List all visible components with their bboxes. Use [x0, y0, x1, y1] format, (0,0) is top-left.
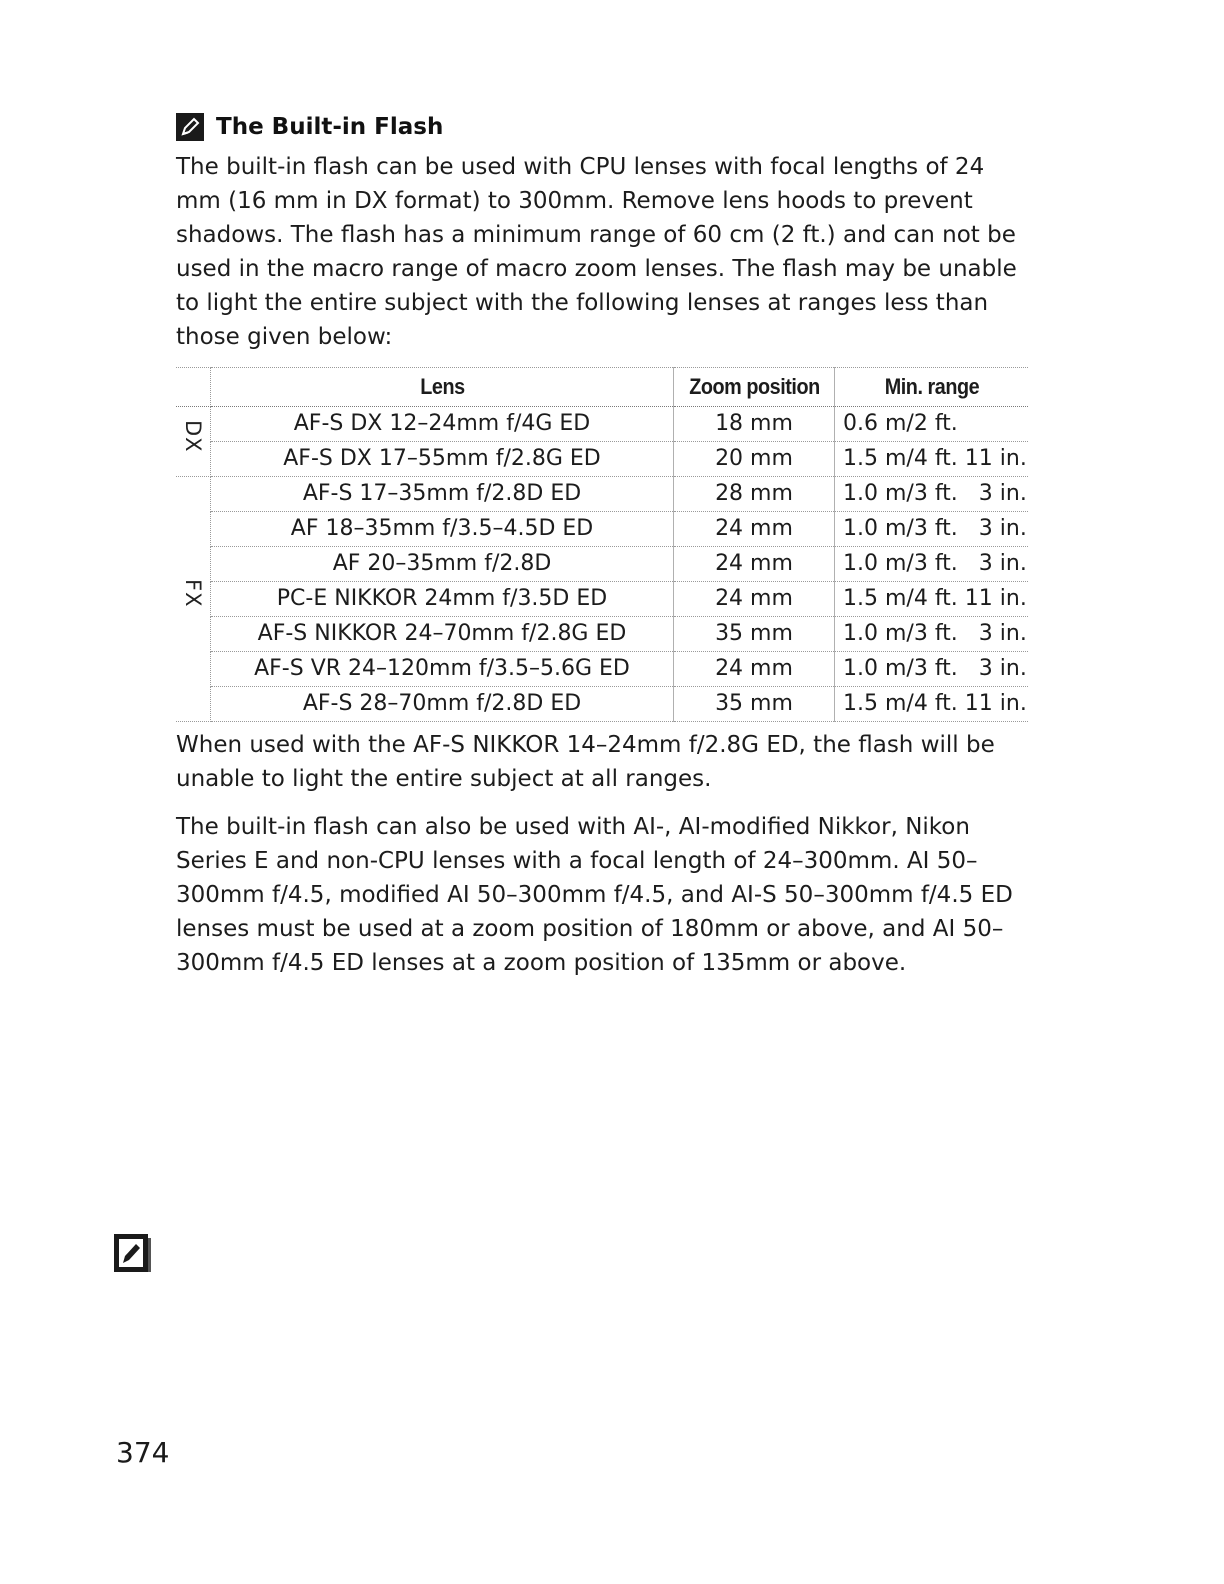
min-range-cell: 1.0 m/3 ft. 3 in.: [835, 652, 1029, 687]
lens-cell: PC-E NIKKOR 24mm f/3.5D ED: [211, 582, 674, 617]
group-header: [178, 368, 209, 407]
table-row: [176, 617, 1028, 652]
zoom-cell: 24 mm: [674, 547, 835, 582]
section-heading: [176, 113, 443, 141]
zoom-cell: 24 mm: [674, 512, 835, 547]
lens-cell: AF 18–35mm f/3.5–4.5D ED: [211, 512, 674, 547]
section-title: The Built-in Flash: [216, 114, 444, 140]
lens-min-range-table: [176, 367, 1028, 722]
min-range-cell: 1.5 m/4 ft. 11 in.: [835, 687, 1029, 722]
min-range-cell: 1.0 m/3 ft. 3 in.: [835, 512, 1029, 547]
page-number: 374: [116, 1436, 170, 1469]
intro-paragraph: The built-in flash can be used with CPU lenses with focal lengths of 24 mm (16 mm in DX format) to 300mm. Remove lens hoods to prevent shadows. The flash has a minimum range of 60 cm (2 ft.) and can not be used in the macro range of macro zoom lenses. The flash may be unable to light the entire subject with the following lenses at ranges less than those given below:: [176, 154, 1017, 350]
lens-cell: AF 20–35mm f/2.8D: [211, 547, 674, 582]
group-label-dx: DX: [181, 419, 205, 453]
zoom-cell: 18 mm: [674, 407, 835, 442]
group-cell-dx: [176, 407, 211, 477]
lens-cell: AF-S DX 12–24mm f/4G ED: [211, 407, 674, 442]
pencil-note-icon: [176, 113, 204, 141]
min-range-header: Min. range: [844, 368, 1018, 407]
notes-tab-icon: [112, 1232, 152, 1274]
zoom-cell: 20 mm: [674, 442, 835, 477]
min-range-cell: 1.5 m/4 ft. 11 in.: [835, 582, 1029, 617]
table-row: [176, 652, 1028, 687]
min-range-cell: 1.0 m/3 ft. 3 in.: [835, 547, 1029, 582]
table-header-row: [176, 368, 1028, 407]
min-range-cell: 1.0 m/3 ft. 3 in.: [835, 477, 1029, 512]
table-row: [176, 407, 1028, 442]
zoom-cell: 35 mm: [674, 617, 835, 652]
non-cpu-lens-note: The built-in flash can also be used with AI-, AI-modified Nikkor, Nikon Series E and non-CPU lenses with a focal length of 24–300mm. AI 50–300mm f/4.5, modified AI 50–300mm f/4.5, and AI-S 50–300mm f/4.5 ED lenses must be used at a zoom position of 180mm or above, and AI 50–300mm f/4.5 ED lenses at a zoom position of 135mm or above.: [176, 814, 1013, 976]
table-row: [176, 547, 1028, 582]
lens-header: Lens: [234, 368, 651, 407]
lens-cell: AF-S DX 17–55mm f/2.8G ED: [211, 442, 674, 477]
zoom-cell: 24 mm: [674, 582, 835, 617]
zoom-header: Zoom position: [682, 368, 827, 407]
zoom-cell: 24 mm: [674, 652, 835, 687]
min-range-cell: 1.5 m/4 ft. 11 in.: [835, 442, 1029, 477]
lens-cell: AF-S NIKKOR 24–70mm f/2.8G ED: [211, 617, 674, 652]
min-range-cell: 0.6 m/2 ft.: [835, 407, 1029, 442]
zoom-cell: 35 mm: [674, 687, 835, 722]
table-row: [176, 512, 1028, 547]
zoom-cell: 28 mm: [674, 477, 835, 512]
lens-cell: AF-S VR 24–120mm f/3.5–5.6G ED: [211, 652, 674, 687]
group-label-fx: FX: [181, 579, 205, 608]
table-row: [176, 582, 1028, 617]
table-row: [176, 687, 1028, 722]
table-row: [176, 442, 1028, 477]
group-cell-fx: [176, 477, 211, 722]
lens-cell: AF-S 17–35mm f/2.8D ED: [211, 477, 674, 512]
lens-cell: AF-S 28–70mm f/2.8D ED: [211, 687, 674, 722]
lens-14-24-note: When used with the AF-S NIKKOR 14–24mm f/2.8G ED, the flash will be unable to light the entire subject at all ranges.: [176, 732, 995, 792]
min-range-cell: 1.0 m/3 ft. 3 in.: [835, 617, 1029, 652]
table-row: [176, 477, 1028, 512]
